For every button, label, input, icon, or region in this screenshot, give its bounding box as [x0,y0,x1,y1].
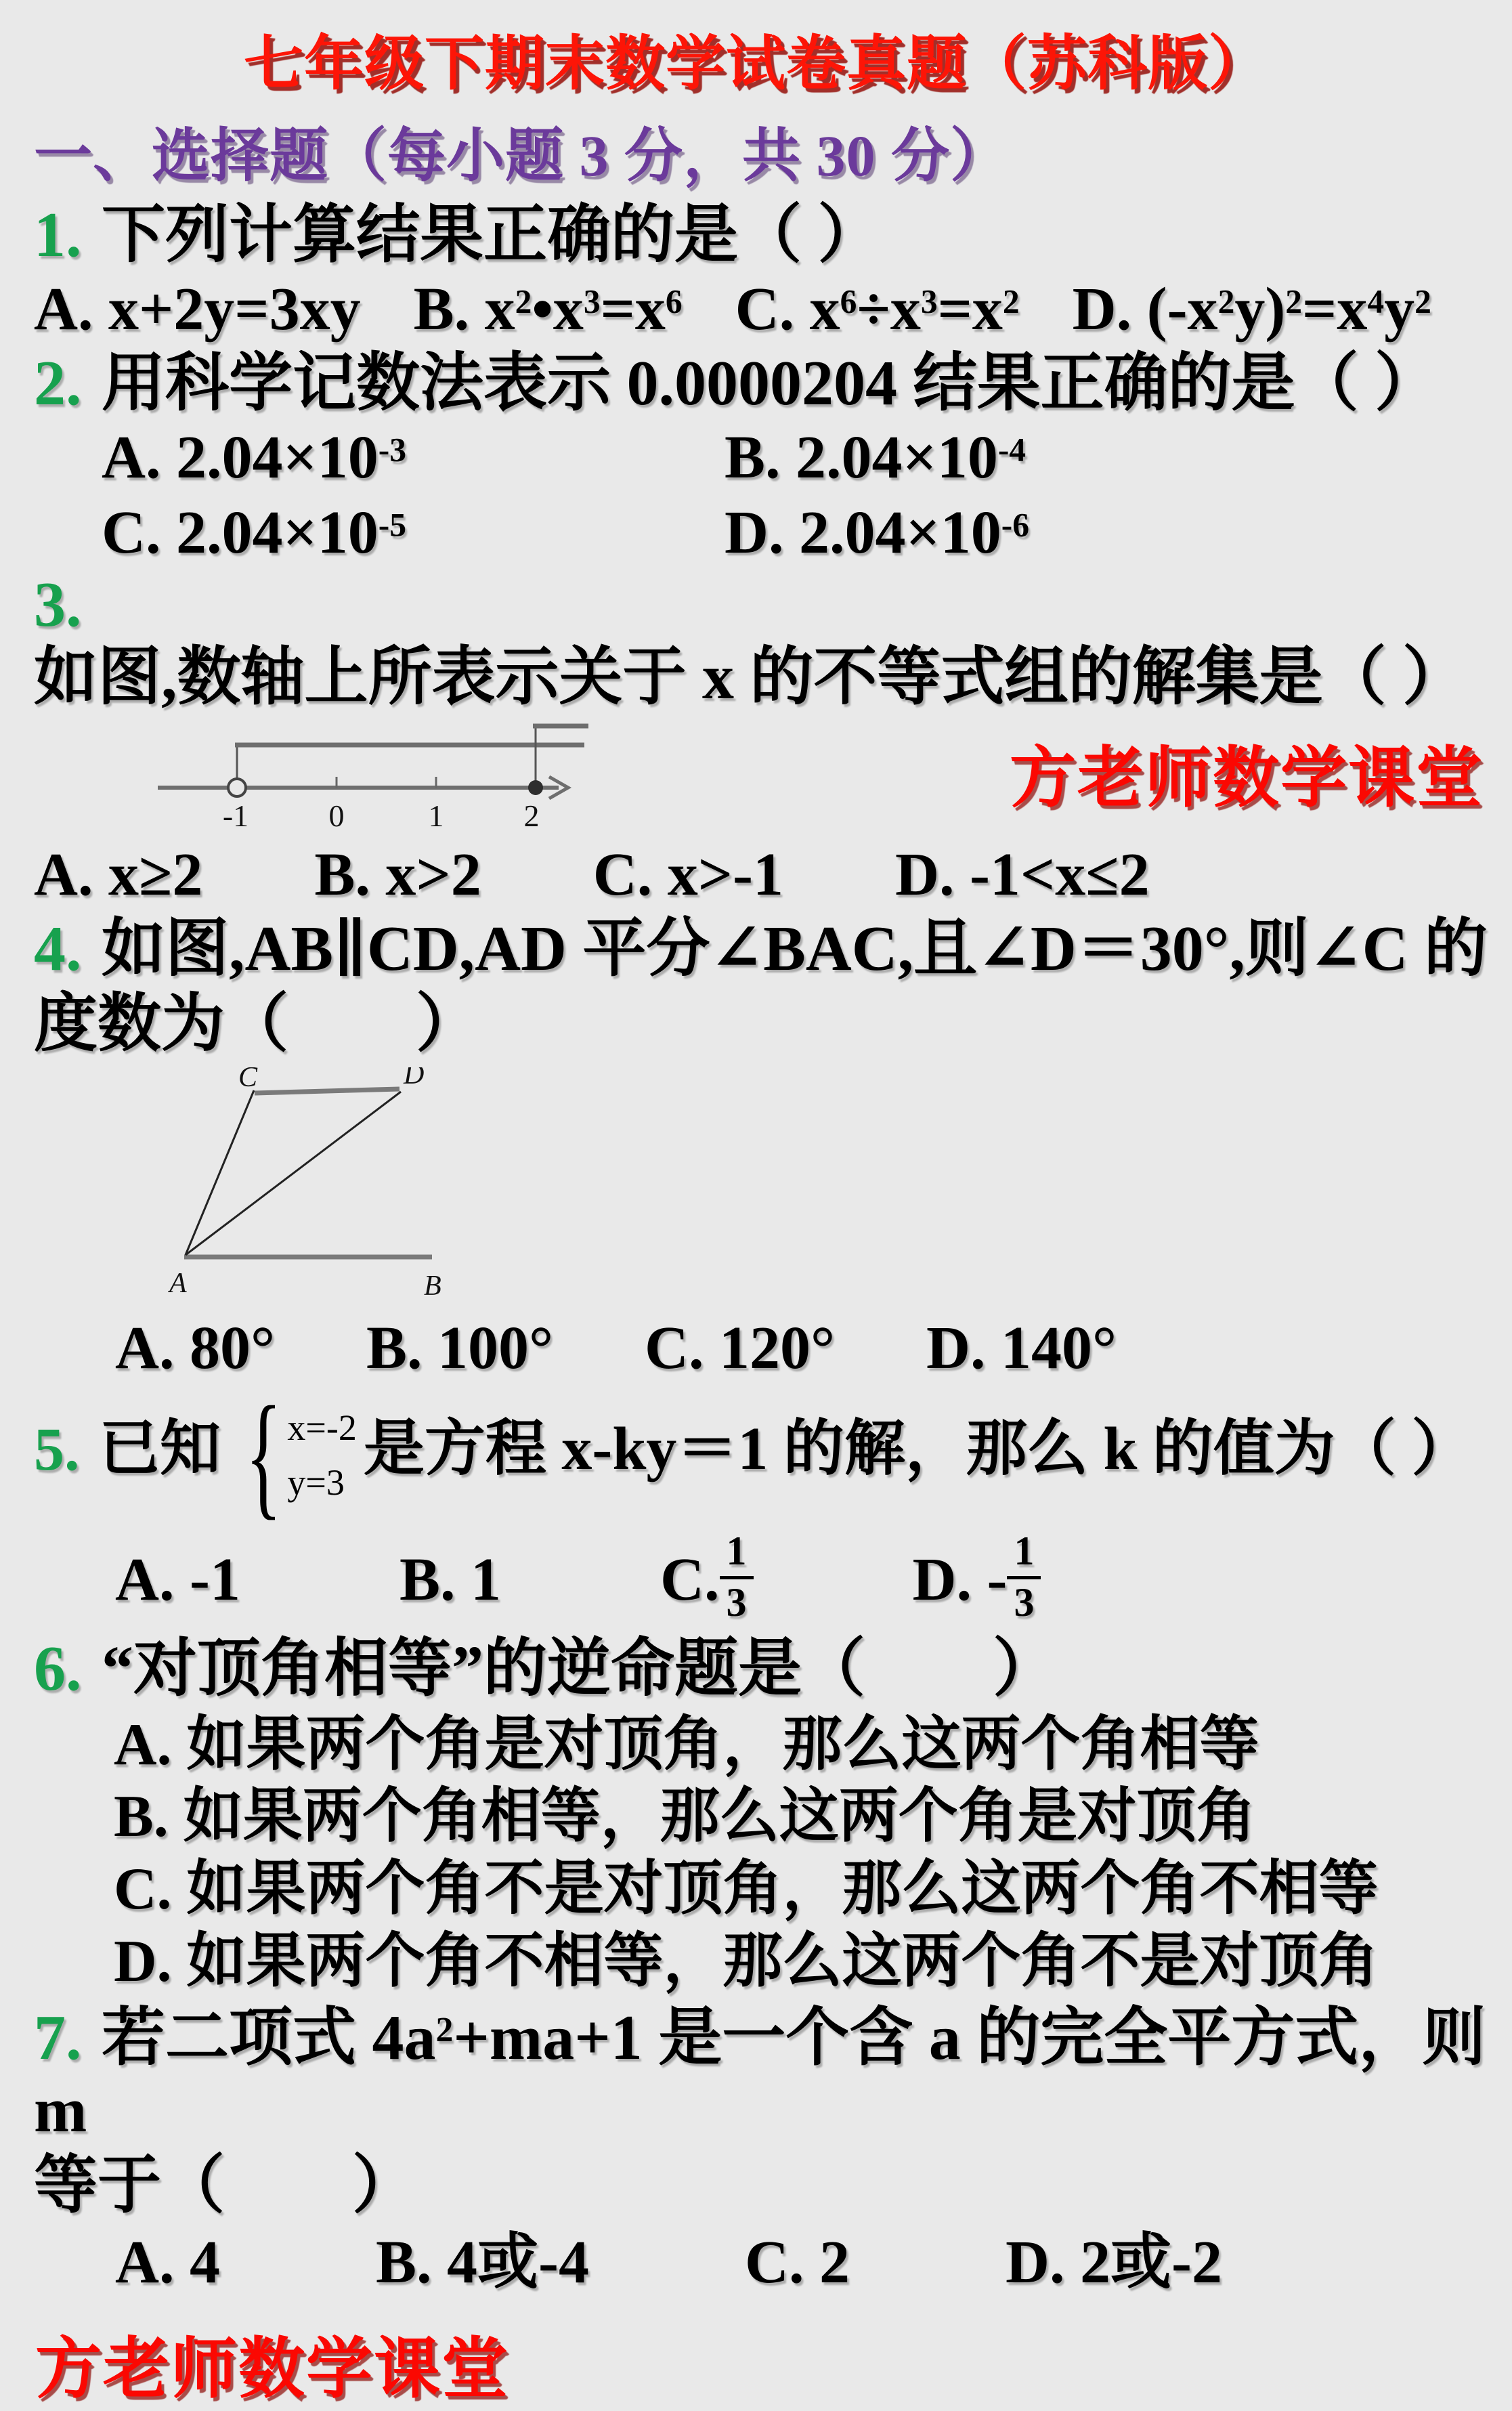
question-1-stem [34,199,1512,272]
q5-option-c [660,1528,754,1626]
q7-option-d: D. 2或-2 [1006,2229,1222,2297]
system-equation-1: x=-2 [287,1407,357,1448]
watermark-text: 方老师数学课堂 [1009,742,1484,816]
tick-label: 0 [328,798,345,834]
tick-label: 1 [428,798,444,834]
question-7-text-line1: 若二项式 $4a^2+ma+1$ 是一个含 a 的完全平方式，则 m [34,2002,1486,2146]
solid-dot-at-2 [528,780,543,795]
q6-option-d: D. 如果两个角不相等，那么这两个角不是对顶角 [114,1928,1379,1994]
question-2-options [102,424,1512,566]
q3-option-b: B. x>2 [314,841,481,909]
question-5-text-pre: 已知 [83,1415,221,1483]
question-3-stem [34,569,1512,714]
q5-option-c-label: C. [660,1545,720,1613]
point-label-B: B [424,1270,441,1302]
question-7-options [115,2227,1512,2298]
question-4-text-line1: 如图,AB∥CD,AD 平分∠BAC,且∠D＝30°,则∠C 的 [85,913,1488,984]
question-5 [0,1378,1512,1630]
question-3 [0,569,1512,910]
question-6-stem [34,1633,1512,1705]
q4-option-a: A. 80° [115,1314,275,1382]
question-6 [0,1633,1512,1994]
question-4 [0,913,1512,1384]
q1-option-d: D. $(-x^2y)^2=x^4y^2$ [1072,276,1431,343]
fraction-numerator: 1 [1007,1528,1041,1579]
question-2-number: 2. [34,347,82,419]
question-3-number: 3. [34,569,82,640]
equation-system [230,1378,357,1532]
question-4-number: 4. [34,913,82,984]
question-5-stem [34,1378,1512,1532]
question-2 [0,347,1512,566]
question-2-stem [34,347,1512,420]
point-label-D: D [404,1067,425,1090]
axis-labels [223,798,540,833]
question-6-number: 6. [34,1634,82,1705]
question-1-options [34,274,1512,345]
q3-option-c: C. x>-1 [592,841,783,909]
q2-option-d: D. $2.04\times 10^{-6}$ [725,498,1030,566]
page-title: 七年级下期末数学试卷真题（苏科版） [243,32,1268,98]
question-4-text-line2: 度数为（ ） [34,988,480,1059]
q7-option-a: A. 4 [115,2229,220,2297]
open-circle-at-minus1 [228,779,246,796]
fraction-negative-one-third [1007,1528,1041,1626]
watermark-text: 方老师数学课堂 [35,2332,510,2406]
question-5-number: 5. [34,1415,80,1483]
question-7-stem [34,2002,1512,2147]
q1-option-b: B. $x^2•x^3=x^6$ [413,276,683,343]
q4-option-c: C. 120° [645,1314,836,1382]
number-line-figure [152,718,592,834]
question-7-text-line2: 等于（ ） [34,2150,416,2221]
point-label-C: C [238,1067,258,1093]
q6-option-a: A. 如果两个角是对顶角，那么这两个角相等 [114,1711,1259,1778]
system-equations [287,1401,356,1510]
tick-label: 2 [523,798,540,834]
fraction-denominator: 3 [726,1579,747,1625]
q7-option-c: C. 2 [745,2229,850,2297]
question-4-stem [34,913,1512,985]
q1-option-c: C. $x^6\div x^3=x^2$ [735,276,1020,343]
q5-option-d [912,1528,1041,1626]
fraction-numerator: 1 [720,1528,754,1579]
question-3-text: 如图,数轴上所表示关于 x 的不等式组的解集是（ ） [34,641,1467,712]
q6-option-b: B. 如果两个角相等，那么这两个角是对顶角 [114,1784,1256,1850]
q2-option-b: B. $2.04\times 10^{-4}$ [725,423,1027,491]
q4-option-b: B. 100° [366,1314,554,1382]
q1-option-a: A. x+2y=3xy [34,276,361,343]
q5-option-b: B. 1 [399,1545,501,1613]
tick-label: -1 [222,798,249,834]
segment-AD [186,1092,401,1255]
fraction-one-third [720,1528,754,1626]
question-6-text: “对顶角相等”的逆命题是（ ） [85,1634,1057,1705]
question-1-number: 1. [34,200,82,270]
q5-option-a: A. -1 [115,1545,240,1613]
question-2-text: 用科学记数法表示 0.0000204 结果正确的是（ ） [85,347,1439,419]
question-5-options [115,1529,1512,1630]
parallel-lines-figure [168,1067,459,1303]
question-4-figure [168,1067,1512,1306]
question-3-options [34,840,1512,910]
question-5-text-post: 是方程 x-ky＝1 的解，那么 k 的值为（ ） [363,1415,1473,1483]
question-1 [0,199,1512,345]
point-label-A: A [169,1267,187,1299]
q3-option-d: D. -1<x≤2 [894,841,1150,909]
question-7 [0,2002,1512,2298]
q7-option-b: B. 4或-4 [376,2229,589,2297]
q5-option-d-label: D. - [912,1545,1008,1613]
system-brace: { [245,1378,282,1532]
question-7-number: 7. [34,2002,82,2073]
q4-option-d: D. 140° [926,1314,1117,1382]
question-3-figure-row [152,718,1512,834]
q2-option-a: A. $2.04\times 10^{-3}$ [102,423,407,491]
question-4-options [115,1313,1512,1384]
question-1-text: 下列计算结果正确的是（ ） [85,200,882,270]
section-heading: 一、选择题（每小题 3 分，共 30 分） [34,123,1009,188]
segment-CD [255,1089,399,1093]
q6-option-c: C. 如果两个角不是对顶角，那么这两个角不相等 [114,1856,1379,1923]
figure-labels [168,1067,441,1302]
q3-option-a: A. x≥2 [34,841,203,909]
system-equation-2: y=3 [287,1461,345,1503]
fraction-denominator: 3 [1014,1579,1035,1625]
q2-option-c: C. $2.04\times 10^{-5}$ [102,498,407,566]
